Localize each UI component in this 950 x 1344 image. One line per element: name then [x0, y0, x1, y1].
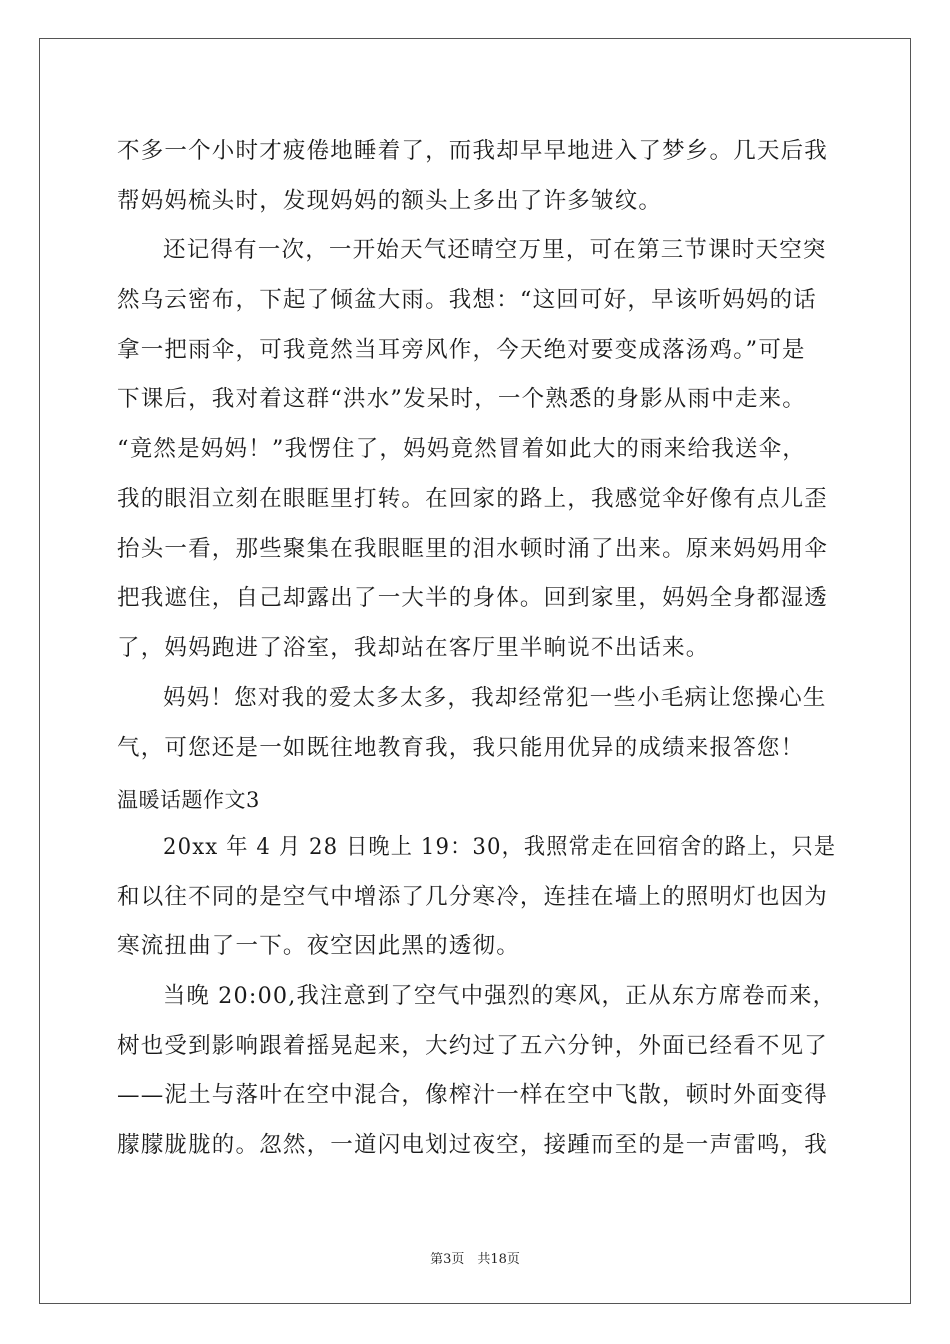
- text-line: 抬头一看，那些聚集在我眼眶里的泪水顿时涌了出来。原来妈妈用伞: [117, 536, 829, 562]
- text-line: 朦朦胧胧的。忽然，一道闪电划过夜空，接踵而至的是一声雷鸣，我: [117, 1132, 829, 1158]
- text-line: “竟然是妈妈！”我愣住了，妈妈竟然冒着如此大的雨来给我送伞，: [117, 436, 807, 462]
- text-line: 然乌云密布，下起了倾盆大雨。我想：“这回可好，早该听妈妈的话: [117, 287, 818, 313]
- text-line: 拿一把雨伞，可我竟然当耳旁风作，今天绝对要变成落汤鸡。”可是: [117, 337, 806, 363]
- page-border: [39, 38, 911, 1304]
- text-line: 不多一个小时才疲倦地睡着了，而我却早早地进入了梦乡。几天后我: [117, 138, 829, 164]
- text-line: 了，妈妈跑进了浴室，我却站在客厅里半晌说不出话来。: [117, 635, 710, 661]
- section-heading: 温暖话题作文3: [117, 788, 260, 812]
- text-line: 当晚 20:00,我注意到了空气中强烈的寒风，正从东方席卷而来，: [163, 983, 837, 1009]
- text-line: 还记得有一次，一开始天气还晴空万里，可在第三节课时天空突: [163, 237, 827, 263]
- text-line: 气，可您还是一如既往地教育我，我只能用优异的成绩来报答您！: [117, 735, 805, 761]
- text-line: 我的眼泪立刻在眼眶里打转。在回家的路上，我感觉伞好像有点儿歪: [117, 486, 829, 512]
- text-line: 寒流扭曲了一下。夜空因此黑的透彻。: [117, 933, 520, 959]
- text-line: 下课后，我对着这群“洪水”发呆时，一个熟悉的身影从雨中走来。: [117, 386, 807, 412]
- text-line: 把我遮住，自己却露出了一大半的身体。回到家里，妈妈全身都湿透: [117, 585, 829, 611]
- text-line: 和以往不同的是空气中增添了几分寒冷，连挂在墙上的照明灯也因为: [117, 884, 829, 910]
- text-line: ——泥土与落叶在空中混合，像榨汁一样在空中飞散，顿时外面变得: [117, 1082, 829, 1108]
- text-line: 20xx 年 4 月 28 日晚上 19：30，我照常走在回宿舍的路上，只是: [163, 834, 837, 860]
- text-line: 帮妈妈梳头时，发现妈妈的额头上多出了许多皱纹。: [117, 188, 663, 214]
- text-line: 妈妈！您对我的爱太多太多，我却经常犯一些小毛病让您操心生: [163, 685, 827, 711]
- page-number-footer: 第3页 共18页: [430, 1252, 520, 1267]
- text-line: 树也受到影响跟着摇晃起来，大约过了五六分钟，外面已经看不见了: [117, 1033, 829, 1059]
